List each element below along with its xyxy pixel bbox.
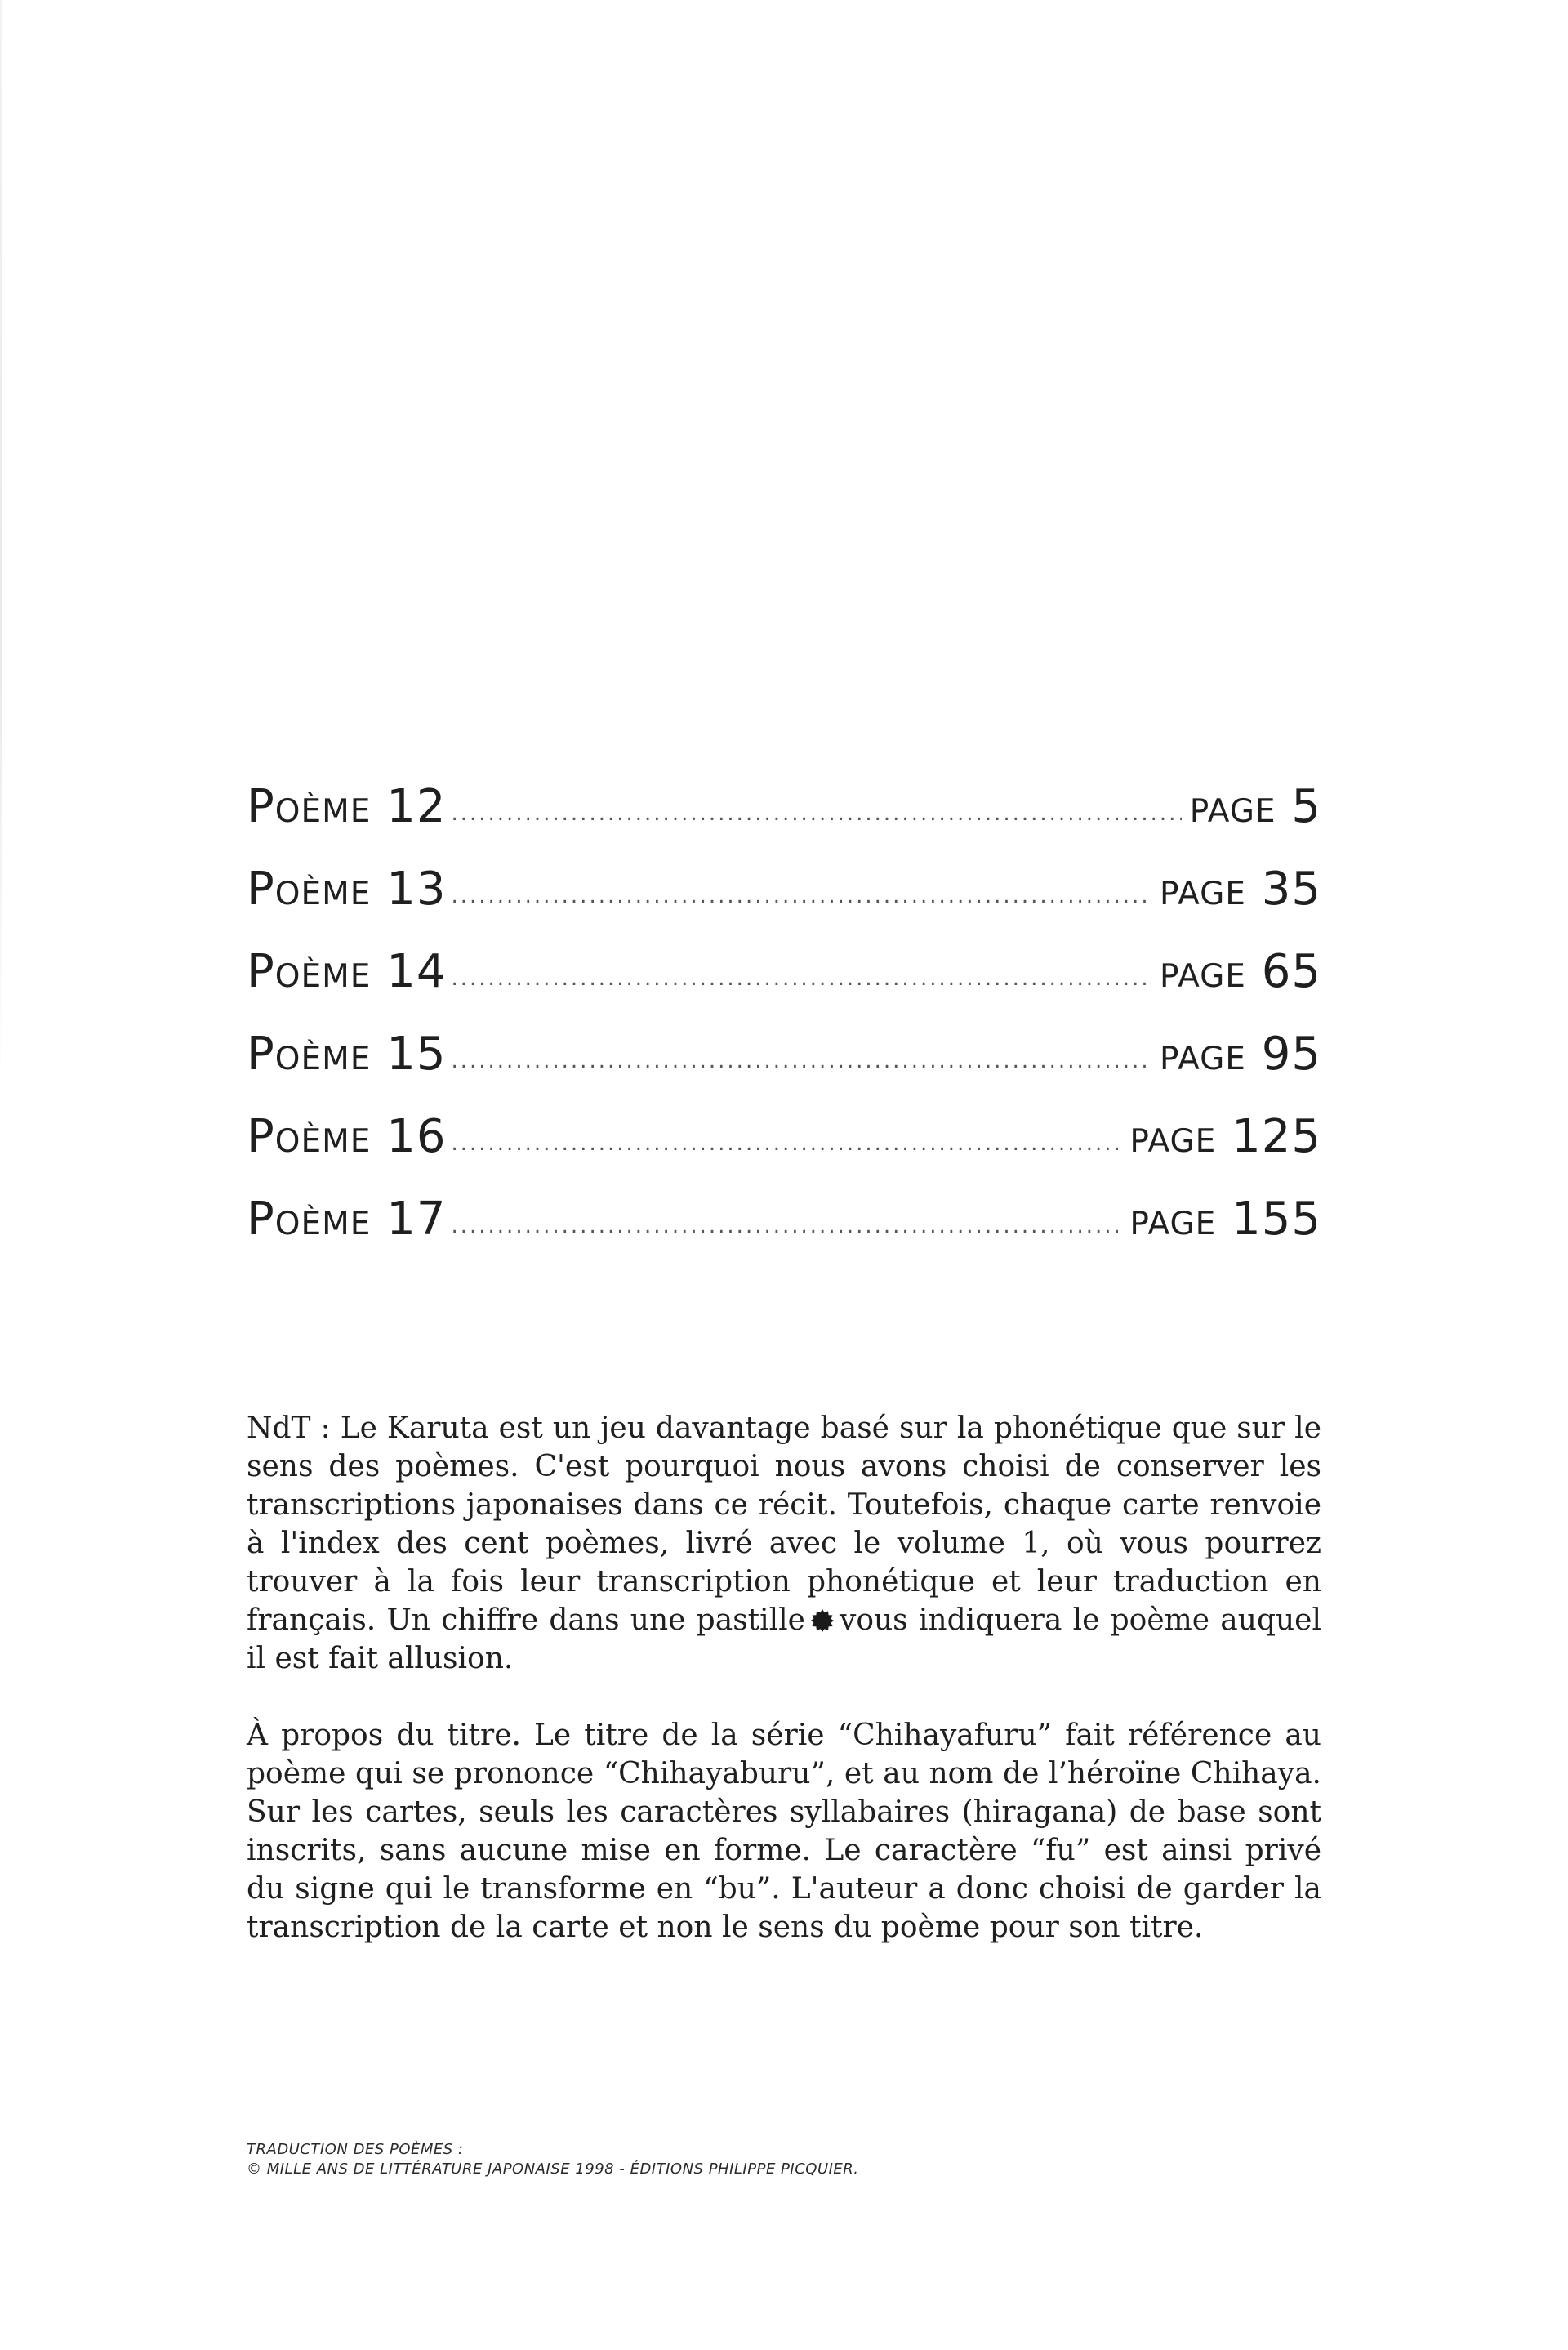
toc-entry-label: Poème 14	[247, 945, 447, 998]
translation-credits	[247, 2140, 859, 2179]
toc-entry-label: Poème 12	[247, 780, 447, 833]
credits-copyright: © MILLE ANS DE LITTÉRATURE JAPONAISE 1998 - ÉDITIONS PHILIPPE PICQUIER.	[247, 2160, 859, 2178]
translator-notes	[247, 1409, 1321, 1946]
toc-entry	[247, 1110, 1321, 1193]
toc-dot-leader	[451, 1214, 1121, 1238]
toc-entry	[247, 1193, 1321, 1275]
translator-note-text: NdT : Le Karuta est un jeu davantage basé sur la phonétique que sur le sens des poèmes. C'est pourquoi nous avons choisi de conserver les transcriptions japonaises dans ce récit. Toutefois, chaque carte renvoie à l'index des cent poèmes, livré avec le volume 1, où vous pourrez trouver à la fois leur transcription phonétique et leur traduction en français. Un chiffre dans une pastille	[247, 1411, 1321, 1637]
toc-dot-leader	[451, 801, 1181, 826]
page-edge-shadow	[0, 0, 2, 1095]
toc-entry-page: page 155	[1129, 1193, 1321, 1246]
pastille-badge-icon	[810, 1608, 835, 1633]
translator-note-text-end: vous indiquera le poème auquel il est fait allusion.	[247, 1603, 1321, 1675]
toc-entry	[247, 863, 1321, 945]
toc-entry-label: Poème 16	[247, 1110, 447, 1163]
toc-entry	[247, 780, 1321, 863]
toc-dot-leader	[451, 1049, 1152, 1073]
toc-dot-leader	[451, 966, 1152, 991]
toc-entry-page: page 65	[1160, 945, 1321, 998]
toc-entry	[247, 945, 1321, 1028]
toc-entry-label: Poème 13	[247, 863, 447, 916]
toc-entry-page: page 95	[1160, 1028, 1321, 1081]
credits-heading: TRADUCTION DES POÈMES :	[247, 2141, 464, 2158]
toc-dot-leader	[451, 1131, 1121, 1156]
table-of-contents	[247, 780, 1321, 1275]
toc-entry-page: page 35	[1160, 863, 1321, 916]
title-note-paragraph: À propos du titre. Le titre de la série “Chihayafuru” fait référence au poème qui se prononce “Chihayaburu”, et au nom de l’héroïne Chihaya. Sur les cartes, seuls les caractères syllabaires (hiragana) de base sont inscrits, sans aucune mise en forme. Le caractère “fu” est ainsi privé du signe qui le transforme en “bu”. L'auteur a donc choisi de garder la transcription de la carte et non le sens du poème pour son titre.	[247, 1719, 1321, 1944]
toc-entry-label: Poème 17	[247, 1193, 447, 1246]
toc-entry-page: page 125	[1129, 1110, 1321, 1163]
toc-entry	[247, 1028, 1321, 1110]
translator-note-paragraph	[247, 1409, 1321, 1678]
toc-entry-page: page 5	[1189, 780, 1321, 833]
toc-dot-leader	[451, 884, 1152, 908]
toc-entry-label: Poème 15	[247, 1028, 447, 1081]
